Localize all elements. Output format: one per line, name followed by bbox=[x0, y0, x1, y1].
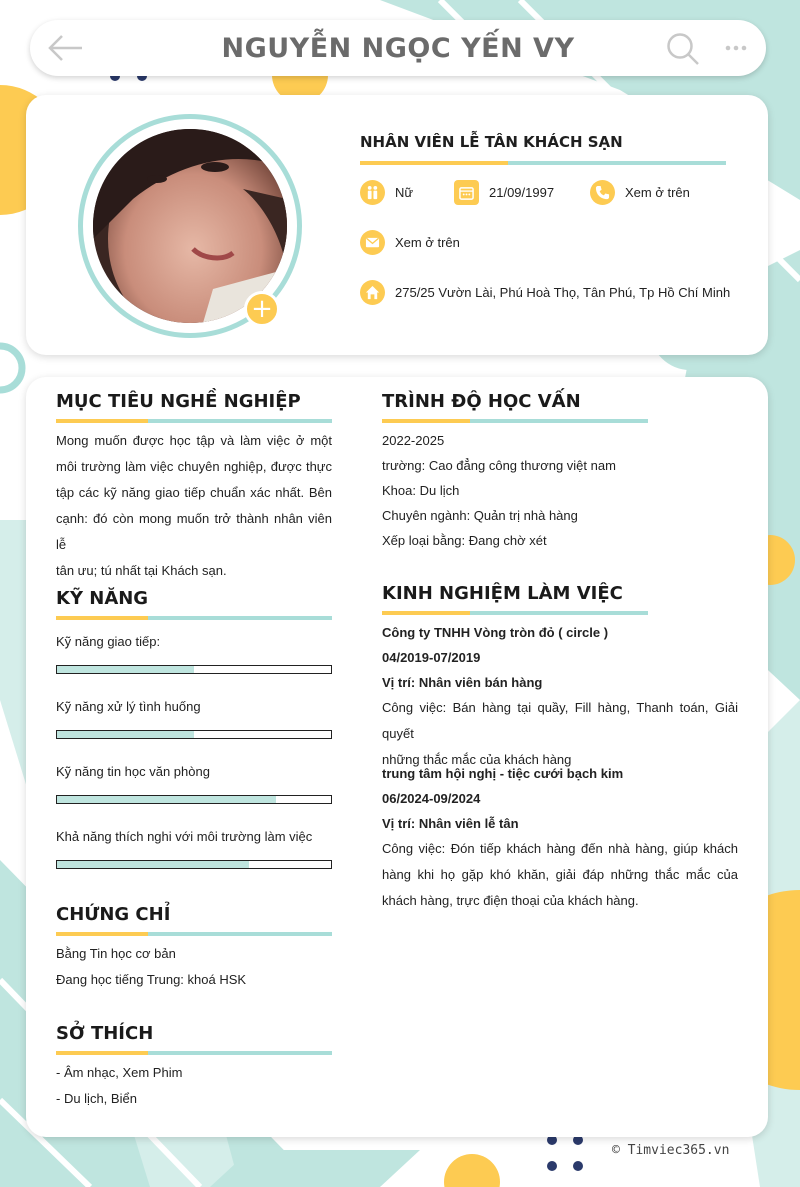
gender-row bbox=[360, 180, 413, 205]
objective-underline bbox=[56, 419, 332, 423]
add-photo-button[interactable]: + bbox=[244, 291, 280, 327]
education-line: 2022-2025 bbox=[382, 433, 445, 448]
copyright-text: © Timviec365.vn bbox=[612, 1143, 730, 1158]
education-title: TRÌNH ĐỘ HỌC VẤN bbox=[382, 391, 581, 412]
job-description bbox=[382, 836, 738, 914]
education-line: Chuyên ngành: Quản trị nhà hàng bbox=[382, 508, 578, 523]
hobbies-title: SỞ THÍCH bbox=[56, 1023, 154, 1044]
profile-card bbox=[26, 95, 768, 355]
phone-row bbox=[590, 180, 690, 205]
candidate-name: NGUYỄN NGỌC YẾN VY bbox=[221, 32, 575, 64]
hobby-item: - Âm nhạc, Xem Phim bbox=[56, 1065, 183, 1080]
work-period: 04/2019-07/2019 bbox=[382, 650, 481, 665]
certificate-item: Bằng Tin học cơ bản bbox=[56, 946, 176, 961]
skill-label: Kỹ năng tin học văn phòng bbox=[56, 764, 210, 779]
skill-bar bbox=[56, 795, 332, 804]
objective-line: môi trường làm việc chuyên nghiệp, được thực bbox=[56, 459, 332, 474]
certificates-list bbox=[56, 941, 246, 993]
phone-icon bbox=[590, 180, 615, 205]
experience-title: KINH NGHIỆM LÀM VIỆC bbox=[382, 583, 623, 604]
company-name: Công ty TNHH Vòng tròn đỏ ( circle ) bbox=[382, 625, 609, 640]
certificates-underline bbox=[56, 932, 332, 936]
job-description-line: Công việc: Bán hàng tại quầy, Fill hàng, Thanh toán, Giải quyết bbox=[382, 700, 738, 741]
address-value: 275/25 Vườn Lài, Phú Hoà Thọ, Tân Phú, Tp Hồ Chí Minh bbox=[395, 285, 731, 300]
job-position: Vị trí: Nhân viên bán hàng bbox=[382, 675, 543, 690]
skills-underline bbox=[56, 616, 332, 620]
home-icon bbox=[360, 280, 385, 305]
gender-value: Nữ bbox=[395, 185, 414, 200]
hobbies-underline bbox=[56, 1051, 332, 1055]
top-bar bbox=[30, 20, 766, 76]
job-title-underline bbox=[360, 161, 726, 165]
hobbies-list bbox=[56, 1060, 182, 1112]
work-period: 06/2024-09/2024 bbox=[382, 791, 481, 806]
education-details bbox=[382, 428, 616, 553]
phone-value: Xem ở trên bbox=[625, 185, 690, 200]
objective-line: tập các kỹ năng giao tiếp chuẩn xác nhất. Bên bbox=[56, 485, 332, 500]
objective-line: Mong muốn được học tập và làm việc ở một bbox=[56, 433, 332, 448]
birthday-value: 21/09/1997 bbox=[489, 185, 555, 200]
hobby-item: - Du lịch, Biển bbox=[56, 1091, 137, 1106]
skill-bar bbox=[56, 730, 332, 739]
skill-bar-fill bbox=[57, 796, 276, 803]
calendar-icon bbox=[454, 180, 479, 205]
job-title: NHÂN VIÊN LỄ TÂN KHÁCH SẠN bbox=[360, 133, 623, 151]
certificates-title: CHỨNG CHỈ bbox=[56, 904, 171, 925]
job-description-line: Công việc: Đón tiếp khách hàng đến nhà hàng, giúp khách bbox=[382, 841, 738, 856]
birthday-row bbox=[454, 180, 554, 205]
certificate-item: Đang học tiếng Trung: khoá HSK bbox=[56, 972, 247, 987]
objective-title: MỤC TIÊU NGHỀ NGHIỆP bbox=[56, 391, 301, 412]
address-row bbox=[360, 280, 730, 305]
skill-bar bbox=[56, 860, 332, 869]
job-description-line: hàng khi họ gặp khó khăn, giải đáp những thắc mắc của bbox=[382, 867, 738, 882]
experience-item bbox=[382, 761, 738, 914]
skill-bar-fill bbox=[57, 861, 249, 868]
experience-underline bbox=[382, 611, 648, 615]
education-line: Xếp loại bằng: Đang chờ xét bbox=[382, 533, 547, 548]
objective-line: tân ưu; tú nhất tại Khách sạn. bbox=[56, 563, 227, 578]
company-name: trung tâm hội nghị - tiệc cưới bạch kim bbox=[382, 766, 624, 781]
main-card bbox=[26, 377, 768, 1137]
objective-text bbox=[56, 428, 332, 584]
education-line: Khoa: Du lịch bbox=[382, 483, 460, 498]
education-line: trường: Cao đẳng công thương việt nam bbox=[382, 458, 616, 473]
more-options-icon[interactable] bbox=[724, 34, 748, 62]
skill-label: Khả năng thích nghi với môi trường làm việc bbox=[56, 829, 313, 844]
email-value: Xem ở trên bbox=[395, 235, 460, 250]
back-arrow-icon[interactable] bbox=[48, 34, 84, 62]
skill-label: Kỹ năng xử lý tình huống bbox=[56, 699, 201, 714]
education-underline bbox=[382, 419, 648, 423]
gender-icon bbox=[360, 180, 385, 205]
skill-bar-fill bbox=[57, 731, 194, 738]
skills-title: KỸ NĂNG bbox=[56, 588, 149, 609]
job-description-line: những thắc mắc của khách hàng bbox=[382, 752, 572, 767]
skill-bar-fill bbox=[57, 666, 194, 673]
search-icon[interactable] bbox=[666, 32, 700, 66]
objective-line: cạnh: đó còn mong muốn trở thành nhân viên lễ bbox=[56, 511, 332, 552]
skill-label: Kỹ năng giao tiếp: bbox=[56, 634, 161, 649]
email-icon bbox=[360, 230, 385, 255]
job-description-line: khách hàng, trực điện thoại của khách hàng. bbox=[382, 893, 639, 908]
skill-bar bbox=[56, 665, 332, 674]
experience-item bbox=[382, 620, 738, 773]
job-position: Vị trí: Nhân viên lễ tân bbox=[382, 816, 519, 831]
email-row bbox=[360, 230, 460, 255]
